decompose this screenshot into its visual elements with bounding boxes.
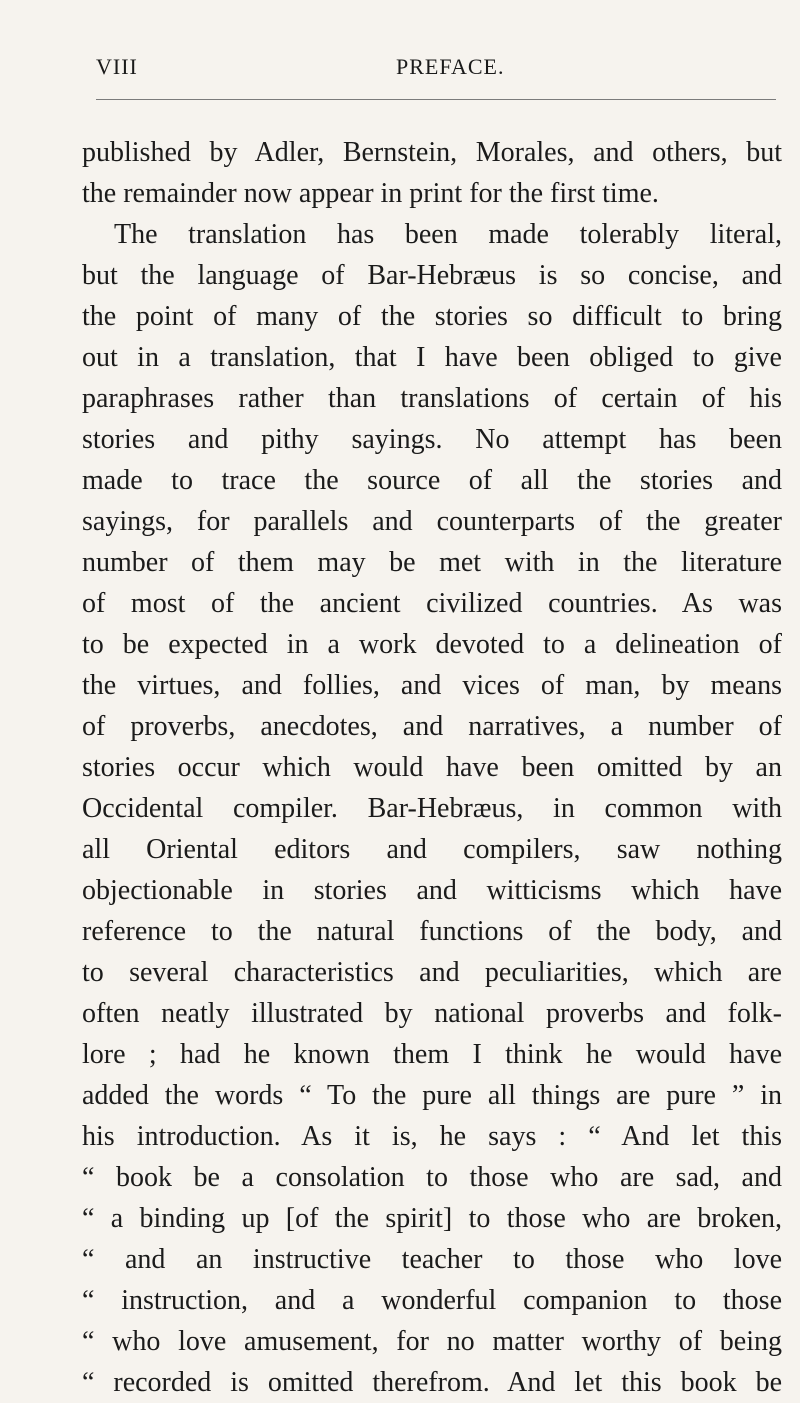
text-line-8: stories and pithy sayings. No attempt has been	[82, 424, 782, 455]
text-line-12: of most of the ancient civilized countries. As was	[82, 588, 782, 619]
page-number: VIII	[96, 54, 138, 79]
text-line-4: but the language of Bar-Hebræus is so concise, and	[82, 260, 782, 291]
text-line-7: paraphrases rather than translations of certain of his	[82, 383, 782, 414]
text-line-19: objectionable in stories and witticisms which have	[82, 875, 782, 906]
text-line-14: the virtues, and follies, and vices of man, by means	[82, 670, 782, 701]
running-head: PREFACE.	[396, 54, 505, 79]
preface-text	[82, 132, 782, 1403]
text-line-16: stories occur which would have been omitted by an	[82, 752, 782, 783]
text-line-9: made to trace the source of all the stories and	[82, 465, 782, 496]
text-line-25: his introduction. As it is, he says : “ And let this	[82, 1121, 782, 1152]
header-rule	[96, 99, 776, 100]
text-line-29: “ instruction, and a wonderful companion to those	[82, 1285, 782, 1316]
text-line-23: lore ; had he known them I think he would have	[82, 1039, 782, 1070]
text-line-28: “ and an instructive teacher to those who love	[82, 1244, 782, 1275]
text-line-1: published by Adler, Bernstein, Morales, and others, but	[82, 137, 782, 168]
text-line-26: “ book be a consolation to those who are sad, and	[82, 1162, 782, 1193]
text-line-2: the remainder now appear in print for the first time.	[82, 178, 659, 209]
text-line-17: Occidental compiler. Bar-Hebræus, in common with	[82, 793, 782, 824]
text-line-11: number of them may be met with in the literature	[82, 547, 782, 578]
text-line-13: to be expected in a work devoted to a delineation of	[82, 629, 782, 660]
page-header	[96, 54, 776, 84]
text-line-5: the point of many of the stories so difficult to bring	[82, 301, 782, 332]
text-line-30: “ who love amusement, for no matter worthy of being	[82, 1326, 782, 1357]
text-line-24: added the words “ To the pure all things are pure ” in	[82, 1080, 782, 1111]
text-line-20: reference to the natural functions of the body, and	[82, 916, 782, 947]
text-line-3: The translation has been made tolerably literal,	[114, 219, 782, 250]
text-line-18: all Oriental editors and compilers, saw nothing	[82, 834, 782, 865]
text-line-31: “ recorded is omitted therefrom. And let this book be	[82, 1367, 782, 1398]
text-line-22: often neatly illustrated by national proverbs and folk-	[82, 998, 782, 1029]
text-line-10: sayings, for parallels and counterparts of the greater	[82, 506, 782, 537]
text-line-6: out in a translation, that I have been obliged to give	[82, 342, 782, 373]
text-line-21: to several characteristics and peculiarities, which are	[82, 957, 782, 988]
text-line-27: “ a binding up [of the spirit] to those who are broken,	[82, 1203, 782, 1234]
text-line-15: of proverbs, anecdotes, and narratives, a number of	[82, 711, 782, 742]
